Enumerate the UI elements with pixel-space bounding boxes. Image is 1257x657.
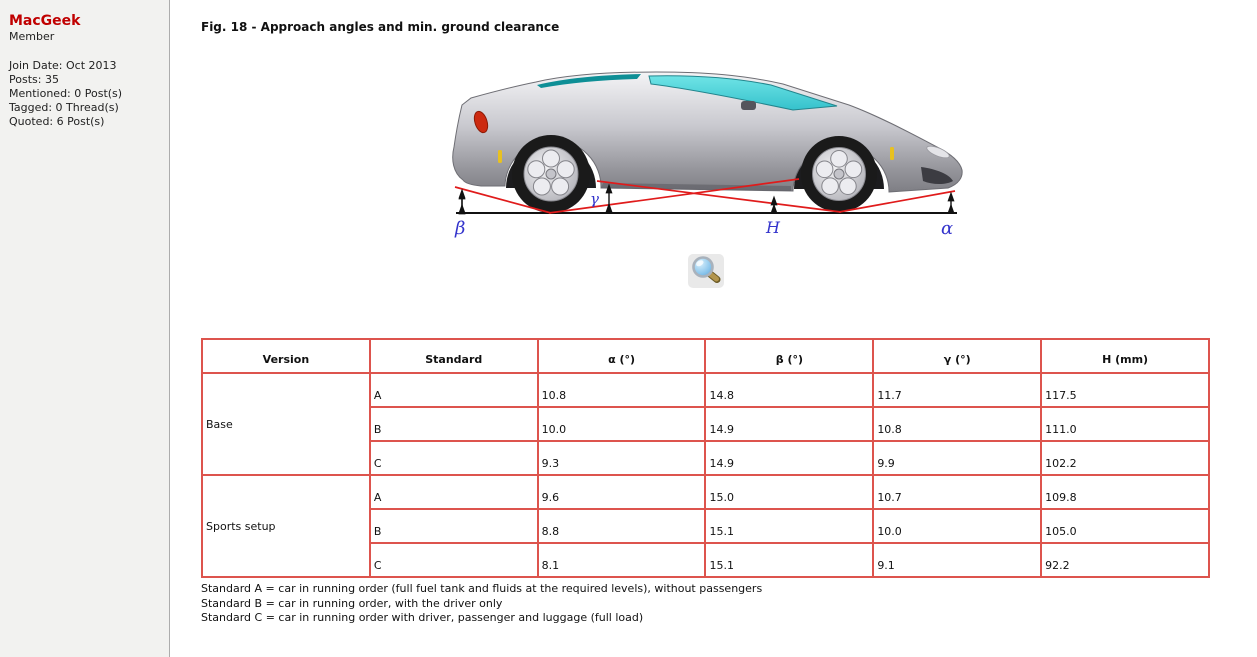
table-cell: 10.0: [538, 407, 706, 441]
table-cell: 9.6: [538, 475, 706, 509]
table-cell: 10.8: [538, 373, 706, 407]
user-stat-line: Posts: 35: [9, 73, 59, 86]
table-cell: 15.0: [705, 475, 873, 509]
table-cell: 8.1: [538, 543, 706, 577]
table-cell: 9.9: [873, 441, 1041, 475]
table-cell: 10.7: [873, 475, 1041, 509]
height-label: H: [765, 218, 780, 237]
front-wheel: [801, 136, 877, 212]
spec-table-body: [202, 373, 1209, 577]
table-row: [202, 373, 1209, 407]
table-cell: 15.1: [705, 509, 873, 543]
spec-table: [201, 338, 1210, 578]
rear-wheel: [512, 135, 590, 213]
user-stat-line: Mentioned: 0 Post(s): [9, 87, 123, 100]
table-cell: 109.8: [1041, 475, 1209, 509]
col-header-standard: Standard: [370, 339, 538, 373]
table-cell: A: [370, 475, 538, 509]
table-row: [202, 475, 1209, 509]
col-header-version: Version: [202, 339, 370, 373]
user-info-sidebar: [0, 0, 170, 657]
standard-footnotes: [201, 582, 1210, 626]
table-cell: 9.1: [873, 543, 1041, 577]
table-cell: 10.0: [873, 509, 1041, 543]
post-body: [170, 0, 1257, 657]
table-cell: C: [370, 543, 538, 577]
table-cell: 117.5: [1041, 373, 1209, 407]
col-header-gamma: γ (°): [873, 339, 1041, 373]
front-side-marker: [890, 147, 894, 160]
table-cell: 14.9: [705, 441, 873, 475]
beta-label: β: [454, 218, 465, 239]
table-cell: 15.1: [705, 543, 873, 577]
table-cell: 10.8: [873, 407, 1041, 441]
table-cell: 9.3: [538, 441, 706, 475]
side-mirror: [741, 101, 756, 110]
magnifier-zoom-icon[interactable]: [687, 252, 725, 290]
user-stat-line: Join Date: Oct 2013: [9, 59, 117, 72]
gamma-label: γ: [589, 190, 599, 208]
car-diagram-image: [441, 55, 971, 245]
table-cell: 14.8: [705, 373, 873, 407]
version-cell: Sports setup: [202, 475, 370, 577]
user-title: Member: [9, 30, 55, 43]
enlarge-attachment-button[interactable]: [687, 252, 725, 290]
table-cell: 111.0: [1041, 407, 1209, 441]
footnote-line: Standard C = car in running order with driver, passenger and luggage (full load): [201, 611, 644, 625]
footnote-line: Standard B = car in running order, with the driver only: [201, 596, 503, 610]
table-header-row: [202, 339, 1209, 373]
table-cell: 8.8: [538, 509, 706, 543]
table-cell: 11.7: [873, 373, 1041, 407]
username-link[interactable]: MacGeek: [9, 13, 81, 29]
alpha-label: α: [940, 218, 953, 239]
figure-caption: Fig. 18 - Approach angles and min. ground clearance: [201, 20, 560, 34]
table-cell: 92.2: [1041, 543, 1209, 577]
col-header-alpha: α (°): [538, 339, 706, 373]
table-cell: C: [370, 441, 538, 475]
user-stat-line: Quoted: 6 Post(s): [9, 115, 105, 128]
table-cell: A: [370, 373, 538, 407]
table-cell: 14.9: [705, 407, 873, 441]
table-cell: 102.2: [1041, 441, 1209, 475]
table-cell: B: [370, 509, 538, 543]
version-cell: Base: [202, 373, 370, 475]
table-cell: B: [370, 407, 538, 441]
user-stats-list: [9, 59, 161, 129]
user-stat-line: Tagged: 0 Thread(s): [9, 101, 119, 114]
col-header-height: H (mm): [1041, 339, 1209, 373]
footnote-line: Standard A = car in running order (full fuel tank and fluids at the required levels), without passengers: [201, 582, 763, 595]
table-cell: 105.0: [1041, 509, 1209, 543]
col-header-beta: β (°): [705, 339, 873, 373]
rear-side-marker: [498, 150, 502, 163]
